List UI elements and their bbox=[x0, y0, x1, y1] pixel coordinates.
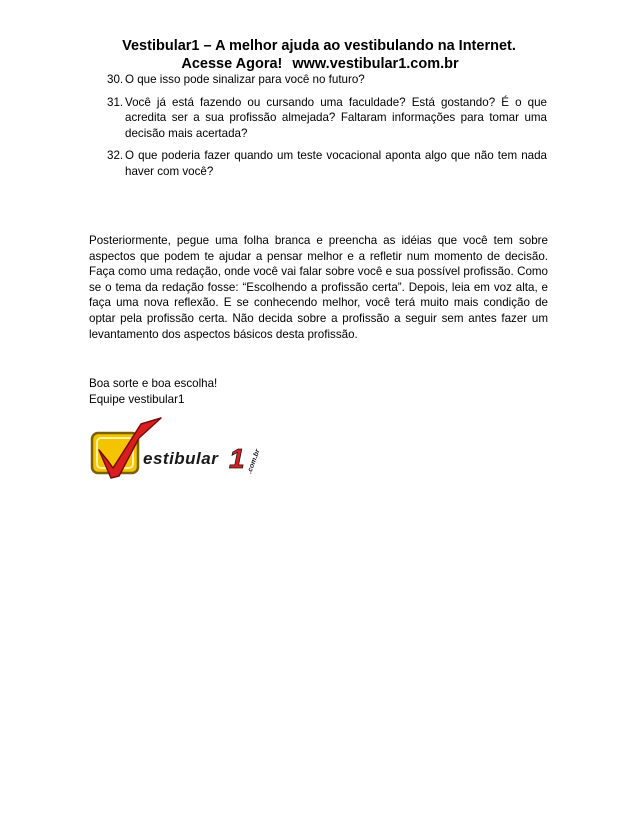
question-list bbox=[107, 72, 547, 187]
question-item bbox=[107, 72, 547, 88]
header-subtitle bbox=[0, 55, 638, 73]
page-header bbox=[0, 37, 638, 73]
header-title: Vestibular1 – A melhor ajuda ao vestibulando na Internet. bbox=[122, 38, 516, 54]
closing-signature: Equipe vestibular1 bbox=[89, 392, 185, 406]
body-paragraph: Posteriormente, pegue uma folha branca e preencha as idéias que você tem sobre aspectos que podem te ajudar a pensar melhor e a refletir num momento de decisão. Faça como uma redação, onde você vai falar sobre você e sua possível profissão. Como se o tema da redação fosse: “Escolhendo a profissão certa”. Depois, leia em voz alta, e faça uma nova reflexão. E se conhecendo melhor, você terá muito mais condição de optar pela profissão certa. Não decida sobre a profissão a seguir sem antes fazer um levantamento dos aspectos básicos desta profissão. bbox=[89, 234, 548, 341]
logo-number: 1 bbox=[229, 443, 245, 474]
closing-greeting: Boa sorte e boa escolha! bbox=[89, 377, 218, 390]
logo-wordmark: estibular bbox=[143, 449, 219, 468]
question-text: O que poderia fazer quando um teste vocacional aponta algo que não tem nada haver com você? bbox=[125, 149, 547, 178]
question-item bbox=[107, 148, 547, 179]
question-text: O que isso pode sinalizar para você no futuro? bbox=[125, 73, 365, 86]
question-item bbox=[107, 95, 547, 142]
vestibular1-logo bbox=[89, 416, 262, 488]
question-text: Você já está fazendo ou cursando uma faculdade? Está gostando? É o que acredita ser a sua profissão almejada? Faltaram informações para tomar uma decisão mais acertada? bbox=[125, 95, 547, 140]
logo-domain: .com.br bbox=[246, 448, 262, 475]
question-number: 30. bbox=[107, 73, 124, 86]
closing-block bbox=[89, 376, 389, 407]
question-number: 32. bbox=[107, 149, 124, 163]
question-number: 31. bbox=[107, 95, 124, 109]
header-call-to-action: Acesse Agora! bbox=[181, 56, 283, 72]
header-url[interactable]: www.vestibular1.com.br bbox=[292, 56, 459, 72]
